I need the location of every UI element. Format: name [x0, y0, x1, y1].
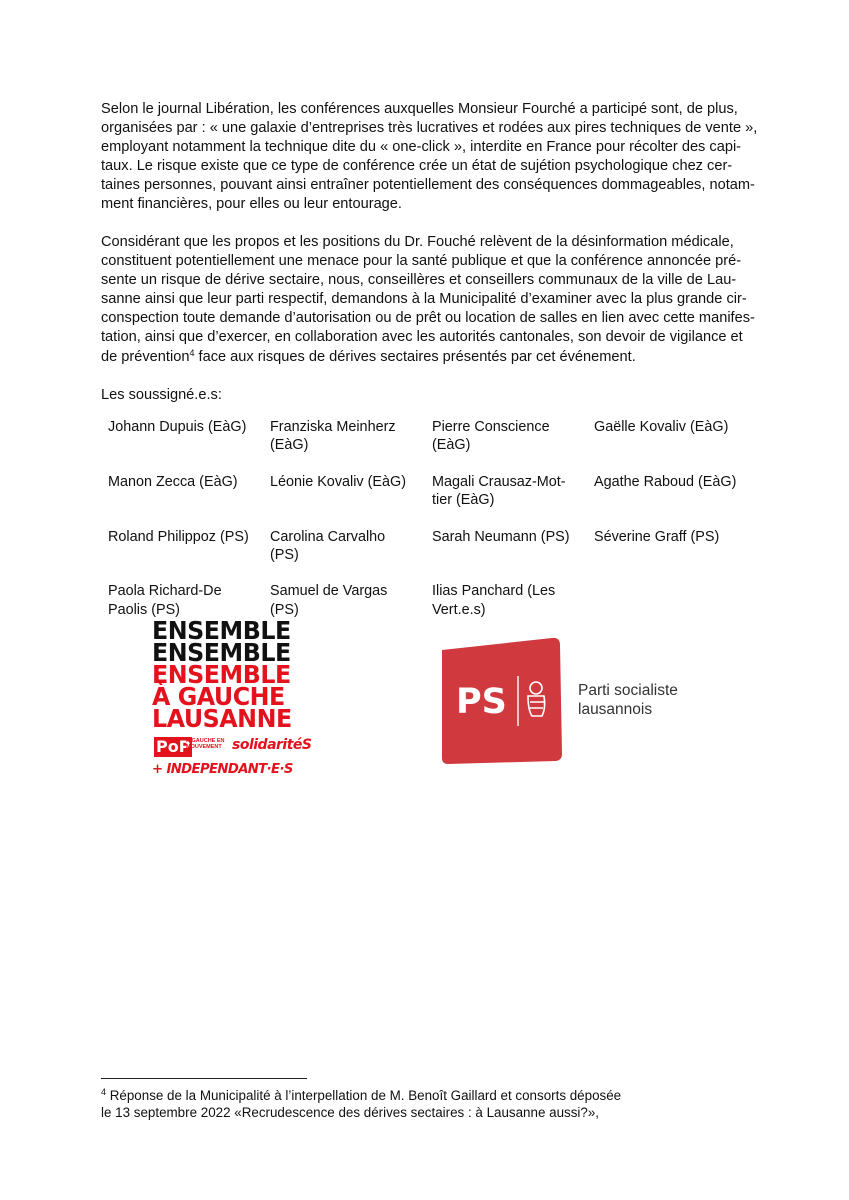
signatory-name-line: (PS)	[270, 547, 299, 564]
footnote-line: le 13 septembre 2022 «Recrudescence des dérives sectaires : à Lausanne aussi?»,	[101, 1105, 599, 1120]
signatory	[108, 528, 270, 565]
ps-name-line: Parti socialiste	[578, 682, 678, 699]
signatory	[108, 473, 270, 510]
ensemble-a-gauche-logo	[152, 616, 312, 782]
text-line: conspection toute demande d’autorisation ou de prêt ou location de salles en lien avec cette manifes-	[101, 310, 755, 327]
text-line: ment financières, pour elles ou leur entourage.	[101, 196, 402, 213]
pop-subtitle: À GAUCHE EN MOUVEMENT	[186, 738, 225, 750]
ps-letters: PS	[456, 682, 507, 722]
signatory-name-line: (EàG)	[270, 437, 309, 454]
signatory	[270, 582, 432, 619]
signatory-name-line: Paolis (PS)	[108, 601, 180, 618]
footnote-reference: 4	[189, 347, 195, 358]
signatory	[270, 528, 432, 565]
signatory-name-line: Roland Philippoz (PS)	[108, 528, 249, 545]
text-line: organisées par : « une galaxie d’entreprises très lucratives et rodées aux pires techniques de vente »,	[101, 120, 758, 137]
signatory-name-line: Ilias Panchard (Les	[432, 583, 556, 600]
text-line: sanne ainsi que leur parti respectif, demandons à la Municipalité d’examiner avec la plus grande cir-	[101, 291, 747, 308]
signatory-name-line: Pierre Conscience	[432, 419, 550, 435]
signatory-name-line: Vert.e.s)	[432, 601, 486, 618]
footnote-text: Réponse de la Municipalité à l’interpellation de M. Benoît Gaillard et consorts déposée	[106, 1088, 622, 1103]
logo-word: ENSEMBLE	[152, 660, 291, 689]
signatories-label: Les soussigné.e.s:	[101, 387, 222, 403]
logo-word: À GAUCHE	[152, 682, 285, 711]
ps-logo-mark	[440, 636, 562, 764]
signatory	[594, 528, 756, 565]
footnote-divider	[101, 1078, 307, 1079]
text-fragment: de prévention	[101, 348, 190, 365]
signatory-name-line: Carolina Carvalho	[270, 528, 386, 545]
footnote-number: 4	[101, 1087, 107, 1097]
ps-name-line: lausannois	[578, 701, 653, 718]
paragraph-1	[101, 100, 758, 215]
ps-party-name	[578, 681, 678, 719]
signatory-name-line: Johann Dupuis (EàG)	[108, 419, 247, 435]
ps-logo	[440, 636, 562, 764]
signatory	[270, 473, 432, 510]
pop-logo: PoP	[156, 737, 191, 756]
signatory-name-line: Franziska Meinherz	[270, 419, 396, 435]
signatory	[594, 473, 756, 510]
signatory	[432, 418, 594, 455]
signatory-name-line: (EàG)	[432, 437, 471, 454]
signatory	[594, 418, 756, 455]
signatory-name-line: Sarah Neumann (PS)	[432, 528, 570, 545]
logo-parties-row	[152, 735, 312, 760]
signatory	[432, 473, 594, 510]
signatory-name-line: tier (EàG)	[432, 492, 495, 509]
signatory	[270, 418, 432, 455]
signatory	[108, 582, 270, 619]
text-line: taines personnes, pouvant ainsi entraîner potentiellement des conséquences dommageables, notam-	[101, 177, 755, 194]
logo-word: LAUSANNE	[152, 704, 292, 733]
text-line: Selon le journal Libération, les conférences auxquelles Monsieur Fourché a participé sont, de plus,	[101, 101, 738, 117]
signatory-name-line: Gaëlle Kovaliv (EàG)	[594, 419, 729, 435]
signatory	[432, 528, 594, 565]
signatory-name-line: Manon Zecca (EàG)	[108, 473, 238, 490]
footnote	[101, 1087, 621, 1121]
paragraph-2	[101, 233, 755, 367]
signatory-name-line: Magali Crausaz-Mot-	[432, 473, 566, 490]
signatory	[108, 418, 270, 455]
text-line: sente un risque de dérive sectaire, nous, conseillères et conseillers communaux de la ville de Lau-	[101, 272, 737, 289]
logo-word: ENSEMBLE	[152, 616, 291, 645]
signatory	[432, 582, 594, 619]
text-line: Considérant que les propos et les positions du Dr. Fouché relèvent de la désinformation médicale,	[101, 234, 734, 250]
text-line: employant notamment la technique dite du « one-click », interdite en France pour récolter des capi-	[101, 139, 742, 156]
signatory-name-line: Agathe Raboud (EàG)	[594, 473, 737, 490]
logo-word: ENSEMBLE	[152, 638, 291, 667]
text-line: taux. Le risque existe que ce type de conférence crée un état de sujétion psychologique chez cer-	[101, 158, 733, 175]
solidarites-logo: solidaritéS	[232, 737, 312, 753]
footnote-line	[101, 1087, 621, 1104]
text-line: constituent potentiellement une menace pour la santé publique et que la conférence annoncée pré-	[101, 253, 742, 270]
signatory-name-line: Paola Richard-De	[108, 583, 222, 600]
signatory	[594, 582, 756, 619]
text-fragment: face aux risques de dérives sectaires présentés par cet événement.	[194, 348, 636, 365]
text-line: tation, ainsi que d’exercer, en collaboration avec les autorités cantonales, son devoir de vigilance et	[101, 329, 743, 346]
signatory-name-line: Léonie Kovaliv (EàG)	[270, 473, 406, 490]
text-line	[101, 348, 751, 367]
signatory-name-line: (PS)	[270, 601, 299, 618]
signatory-name-line: Séverine Graff (PS)	[594, 528, 720, 545]
signatories-grid	[108, 418, 768, 637]
signatory-name-line: Samuel de Vargas	[270, 583, 388, 600]
independants-label: + INDEPENDANT·E·S	[152, 762, 293, 777]
